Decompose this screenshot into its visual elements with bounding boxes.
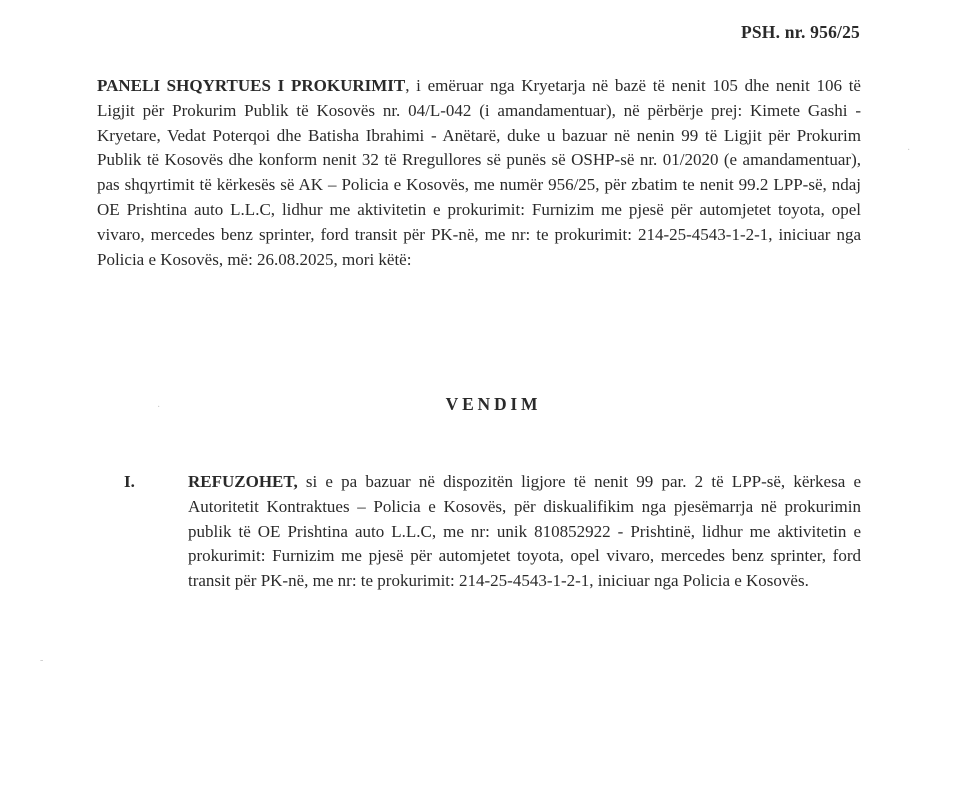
decision-heading: VENDIM [445, 394, 542, 414]
decision-item-numeral: I. [124, 472, 135, 491]
decision-item-body: si e pa bazuar në dispozitën ligjore të nenit 99 par. 2 të LPP-së, kërkesa e Autoritetit Kontraktues – Policia e Kosovës, për diskualifikim nga pjesëmarrja në prokurimin publik të OE Prishtina auto L.L.C, me nr: unik 810852922 - Prishtinë, lidhur me aktivitetin e prokurimit: Furnizim me pjesë për automjetet toyota, opel vivaro, mercedes benz sprinter, ford transit për PK-në, me nr: te prokurimit: 214-25-4543-1-2-1, iniciuar nga Policia e Kosovës. [188, 472, 861, 591]
scan-speck: - [40, 655, 44, 666]
decision-item-text [188, 470, 861, 594]
document-reference-number: PSH. nr. 956/25 [740, 22, 860, 42]
intro-body-text: , i emëruar nga Kryetarja në bazë të nenit 105 dhe nenit 106 të Ligjit për Prokurim Publik të Kosovës nr. 04/L-042 (i amandamentuar), në përbërje prej: Kimete Gashi - Kryetare, Vedat Poterqoi dhe Batisha Ibrahimi - Anëtarë, duke u bazuar në nenin 99 të Ligjit për Prokurim Publik të Kosovës dhe konform nenit 32 të Rregullores së punës së OSHP-së nr. 01/2020 (e amandamentuar), pas shqyrtimit të kërkesës së AK – Policia e Kosovës, me numër 956/25, për zbatim te nenit 99.2 LPP-së, ndaj OE Prishtina auto L.L.C, lidhur me aktivitetin e prokurimit: Furnizim me pjesë për automjetet toyota, opel vivaro, mercedes benz sprinter, ford transit për PK-në, me nr: te prokurimit: 214-25-4543-1-2-1, iniciuar nga Policia e Kosovës, më: 26.08.2025, mori këtë: [97, 76, 861, 269]
decision-item-verdict: REFUZOHET, [188, 472, 298, 491]
scan-speck: · [907, 145, 911, 156]
scan-speck: · [157, 402, 161, 413]
panel-name: PANELI SHQYRTUES I PROKURIMIT [97, 76, 406, 95]
intro-paragraph [97, 74, 861, 272]
